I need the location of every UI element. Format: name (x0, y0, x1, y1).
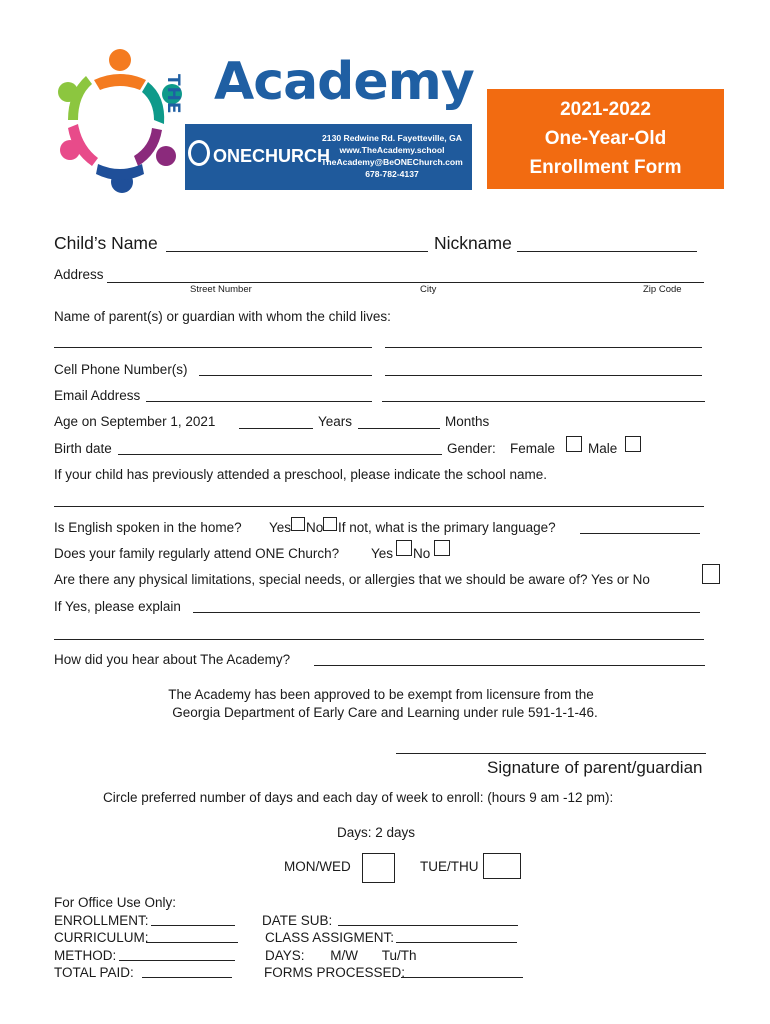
cell-phone-label: Cell Phone Number(s) (54, 362, 188, 377)
english-no-checkbox[interactable] (323, 517, 337, 531)
email-label: Email Address (54, 388, 141, 403)
days-office-label: DAYS: (265, 947, 305, 963)
gender-label: Gender: (447, 441, 496, 456)
limitations-question: Are there any physical limitations, special needs, or allergies that we should be aware of? Yes or No (54, 572, 650, 587)
church-info-box (185, 124, 472, 190)
church-question: Does your family regularly attend ONE Church? (54, 546, 340, 561)
enrollment-label: ENROLLMENT: (54, 912, 149, 928)
childs-name-field[interactable] (166, 251, 428, 252)
email-field-2[interactable] (382, 401, 705, 402)
tue-thu-label: TUE/THU (420, 859, 479, 874)
parent-name-field-1[interactable] (54, 347, 372, 348)
birth-date-field[interactable] (118, 454, 442, 455)
age-months-field[interactable] (358, 428, 440, 429)
tue-thu-box[interactable] (483, 853, 521, 879)
english-no-label: No (306, 520, 324, 535)
church-address: 2130 Redwine Rd. Fayetteville, GA www.TheAcademy.school TheAcademy@BeONEChurch.com 678-782-4137 (321, 133, 463, 179)
title-year: 2021-2022 (560, 99, 651, 120)
mon-wed-box[interactable] (362, 853, 395, 883)
address-label: Address (54, 267, 104, 282)
english-yes-label: Yes (269, 520, 292, 535)
enrollment-field[interactable] (151, 925, 235, 926)
years-label: Years (318, 414, 353, 429)
total-paid-field[interactable] (142, 977, 232, 978)
parent-name-label: Name of parent(s) or guardian with whom the child lives: (54, 309, 391, 324)
church-no-checkbox[interactable] (434, 540, 450, 556)
church-no-label: No (413, 546, 431, 561)
address-field[interactable] (107, 282, 704, 283)
date-sub-field[interactable] (338, 925, 518, 926)
office-use-section (54, 894, 534, 982)
academy-logo (54, 46, 194, 196)
one-church-icon (188, 140, 210, 166)
female-label: Female (510, 441, 556, 456)
date-sub-label: DATE SUB: (262, 912, 333, 928)
english-yes-checkbox[interactable] (291, 517, 305, 531)
primary-language-label: If not, what is the primary language? (338, 520, 556, 535)
logo-academy: Academy (214, 52, 474, 112)
preschool-field[interactable] (54, 506, 704, 507)
church-yes-label: Yes (371, 546, 394, 561)
age-years-field[interactable] (239, 428, 313, 429)
church-yes-checkbox[interactable] (396, 540, 412, 556)
male-label: Male (588, 441, 618, 456)
days-option-mw: M/W (330, 947, 359, 963)
birth-date-label: Birth date (54, 441, 112, 456)
forms-processed-label: FORMS PROCESSED: (264, 965, 406, 980)
forms-processed-field[interactable] (401, 977, 523, 978)
method-label: METHOD: (54, 947, 117, 963)
circle-days-instruction: Circle preferred number of days and each day of week to enroll: (hours 9 am -12 pm): (103, 790, 614, 805)
people-circle-icon (54, 46, 194, 196)
curriculum-field[interactable] (146, 942, 238, 943)
exempt-notice: The Academy has been approved to be exempt from licensure from the Georgia Department of Early Care and Learning under rule 591-1-1-46. (168, 687, 598, 720)
cell-phone-field-1[interactable] (199, 375, 372, 376)
months-label: Months (445, 414, 490, 429)
explain-field-1[interactable] (193, 612, 700, 613)
explain-label: If Yes, please explain (54, 599, 181, 614)
method-field[interactable] (119, 960, 235, 961)
nickname-label: Nickname (434, 233, 512, 253)
cell-phone-field-2[interactable] (385, 375, 702, 376)
explain-field-2[interactable] (54, 639, 704, 640)
class-assignment-field[interactable] (396, 942, 517, 943)
parent-name-field-2[interactable] (385, 347, 702, 348)
zip-sublabel: Zip Code (643, 284, 682, 295)
age-label: Age on September 1, 2021 (54, 414, 216, 429)
limitations-checkbox[interactable] (702, 564, 720, 584)
title-age: One-Year-Old (544, 128, 667, 149)
hear-about-label: How did you hear about The Academy? (54, 652, 291, 667)
office-title: For Office Use Only: (54, 895, 177, 910)
total-paid-label: TOTAL PAID: (54, 965, 134, 980)
days-label: Days: 2 days (337, 825, 416, 840)
signature-label: Signature of parent/guardian (487, 758, 703, 777)
title-form: Enrollment Form (529, 157, 682, 178)
primary-language-field[interactable] (580, 533, 700, 534)
form-title-box (487, 89, 724, 189)
male-checkbox[interactable] (625, 436, 641, 452)
logo-the: THE (163, 74, 183, 115)
curriculum-label: CURRICULUM: (54, 930, 149, 945)
childs-name-label: Child’s Name (54, 233, 158, 253)
signature-field[interactable] (396, 753, 706, 754)
city-sublabel: City (420, 284, 437, 295)
class-assignment-label: CLASS ASSIGMENT: (265, 930, 395, 945)
preschool-label: If your child has previously attended a preschool, please indicate the school name. (54, 467, 548, 482)
church-name: ONECHURCH (213, 146, 330, 166)
mon-wed-label: MON/WED (284, 859, 351, 874)
days-option-tuth: Tu/Th (381, 947, 417, 963)
nickname-field[interactable] (517, 251, 697, 252)
email-field-1[interactable] (146, 401, 372, 402)
female-checkbox[interactable] (566, 436, 582, 452)
hear-about-field[interactable] (314, 665, 705, 666)
street-number-sublabel: Street Number (190, 284, 252, 295)
english-question: Is English spoken in the home? (54, 520, 242, 535)
